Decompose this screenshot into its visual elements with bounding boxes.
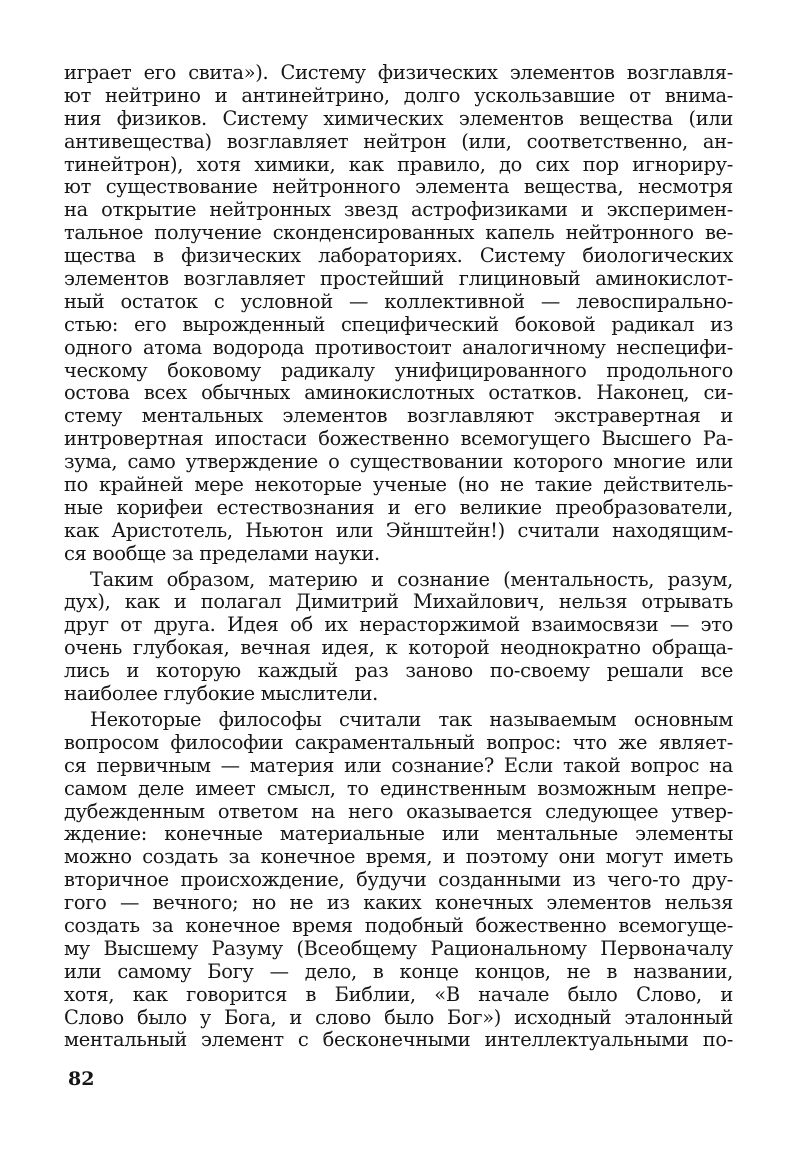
text-line: играет его свита»). Систему физических элементов возглавля-	[64, 62, 733, 84]
text-line: ся первичным — материя или сознание? Если такой вопрос на	[64, 754, 733, 777]
text-line: дубежденным ответом на него оказывается следующее утвер-	[64, 800, 733, 823]
text-line: ные корифеи естествознания и его великие преобразователи,	[64, 496, 733, 519]
text-line: зума, само утверждение о существовании которого многие или	[64, 451, 733, 474]
text-line: ния физиков. Систему химических элементов вещества (или	[64, 107, 733, 130]
text-line: Таким образом, материю и сознание (ментальность, разум,	[90, 568, 733, 591]
text-line: или самому Богу — дело, в конце концов, не в названии,	[64, 960, 733, 983]
text-line: ют нейтрино и антинейтрино, долго ускользавшие от внима-	[64, 84, 733, 107]
text-line: хотя, как говорится в Библии, «В начале было Слово, и	[64, 983, 733, 1006]
text-line: тальное получение сконденсированных капель нейтронного ве-	[64, 222, 733, 245]
paragraph-2	[64, 569, 733, 706]
text-line: ческому боковому радикалу унифицированного продольного	[64, 359, 733, 382]
text-line: лись и которую каждый раз заново по-своему решали все	[64, 660, 733, 683]
text-line: антивещества) возглавляет нейтрон (или, соответственно, ан-	[64, 130, 733, 153]
book-page-text	[64, 62, 733, 1055]
text-line: ждение: конечные материальные или ментальные элементы	[64, 823, 733, 846]
text-line: ментальный элемент с бесконечными интеллектуальными по-	[64, 1029, 733, 1052]
text-line: му Высшему Разуму (Всеобщему Рациональному Первоначалу	[64, 937, 733, 960]
text-line: стему ментальных элементов возглавляют экстравертная и	[64, 405, 733, 428]
text-line: как Аристотель, Ньютон или Эйнштейн!) считали находящим-	[64, 519, 733, 542]
text-line: элементов возглавляет простейший глициновый аминокислот-	[64, 268, 733, 291]
text-line: ют существование нейтронного элемента вещества, несмотря	[64, 176, 733, 199]
text-line: Слово было у Бога, и слово было Бог») исходный эталонный	[64, 1006, 733, 1029]
text-line: щества в физических лабораториях. Систему биологических	[64, 245, 733, 268]
paragraph-1	[64, 62, 733, 566]
text-line: остова всех обычных аминокислотных остатков. Наконец, си-	[64, 382, 733, 405]
page-number: 82	[68, 1068, 95, 1090]
paragraph-3	[64, 709, 733, 1052]
text-line: самом деле имеет смысл, то единственным возможным непре-	[64, 777, 733, 800]
text-line: стью: его вырожденный специфический боковой радикал из	[64, 313, 733, 336]
text-line: очень глубокая, вечная идея, к которой неоднократно обраща-	[64, 637, 733, 660]
text-line: тинейтрон), хотя химики, как правило, до сих пор игнориру-	[64, 153, 733, 176]
text-line: ный остаток с условной — коллективной — левоспирально-	[64, 290, 733, 313]
text-line: одного атома водорода противостоит аналогичному неспецифи-	[64, 336, 733, 359]
text-line: ся вообще за пределами науки.	[64, 542, 380, 565]
text-line: вторичное происхождение, будучи созданными из чего-то дру-	[64, 869, 733, 892]
text-line: гого — вечного; но не из каких конечных элементов нельзя	[64, 892, 733, 915]
text-line: на открытие нейтронных звезд астрофизиками и эксперимен-	[64, 199, 733, 222]
text-line: по крайней мере некоторые ученые (но не такие действитель-	[64, 474, 733, 497]
text-line: наиболее глубокие мыслители.	[64, 683, 378, 706]
text-line: интровертная ипостаси божественно всемогущего Высшего Ра-	[64, 428, 733, 451]
text-line: дух), как и полагал Димитрий Михайлович, нельзя отрывать	[64, 591, 733, 614]
text-line: друг от друга. Идея об их нерасторжимой взаимосвязи — это	[64, 614, 733, 637]
text-line: Некоторые философы считали так называемым основным	[90, 708, 733, 731]
text-line: вопросом философии сакраментальный вопрос: что же являет-	[64, 731, 733, 754]
text-line: создать за конечное время подобный божественно всемогуще-	[64, 914, 733, 937]
text-line: можно создать за конечное время, и поэтому они могут иметь	[64, 846, 733, 869]
